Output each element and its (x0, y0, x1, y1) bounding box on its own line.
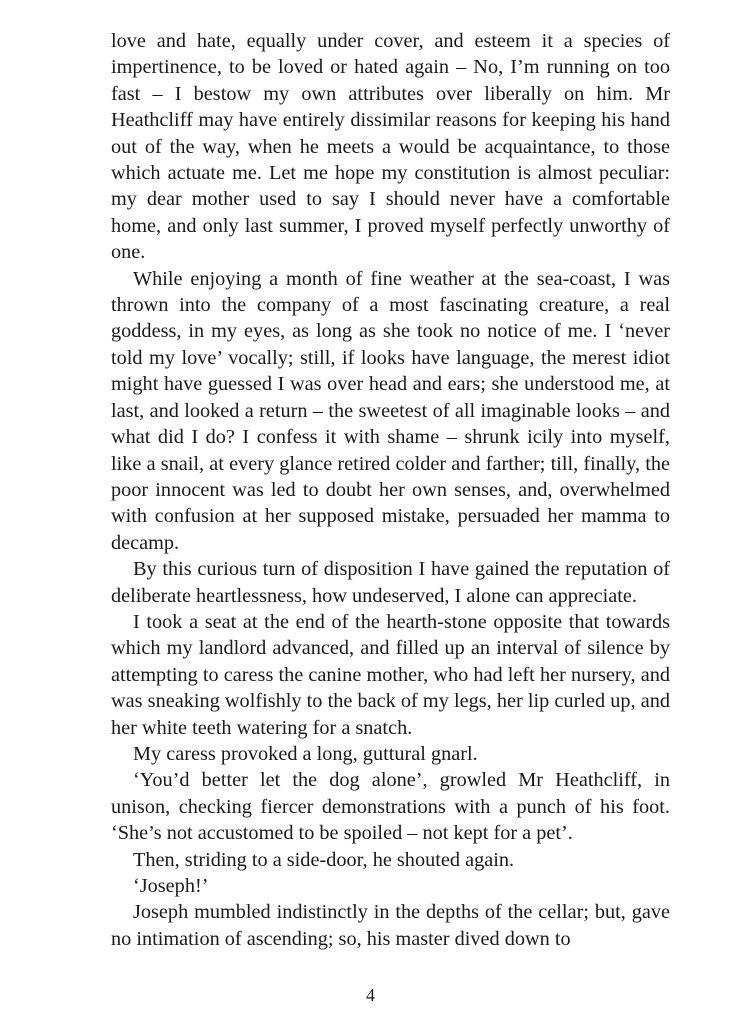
page-number: 4 (366, 985, 375, 1005)
paragraph: By this curious turn of disposition I have gained the reputation of deliberate heartlessness, how undeserved, I alone can appreciate. (111, 558, 670, 607)
paragraph: ‘Joseph!’ (133, 875, 209, 897)
body-text (111, 28, 670, 952)
paragraph: My caress provoked a long, guttural gnarl. (133, 742, 478, 765)
paragraph: ‘You’d better let the dog alone’, growled Mr Heathcliff, in unison, checking fiercer demonstrations with a punch of his foot. ‘She’s not accustomed to be spoiled – not kept for a pet’. (111, 769, 670, 845)
paragraph: While enjoying a month of fine weather at the sea-coast, I was thrown into the company of a most fascinating creature, a real goddess, in my eyes, as long as she took no notice of me. I ‘never told my love’ vocally; still, if looks have language, the merest idiot might have guessed I was over head and ears; she understood me, at last, and looked a return – the sweetest of all imaginable looks – and what did I do? I confess it with shame – shrunk icily into myself, like a snail, at every glance retired colder and farther; till, finally, the poor innocent was led to doubt her own senses, and, overwhelmed with confusion at her supposed mistake, persuaded her mamma to decamp. (111, 267, 670, 554)
paragraph: Joseph mumbled indistinctly in the depths of the cellar; but, gave no intimation of ascending; so, his master dived down to (111, 901, 670, 950)
paragraph: Then, striding to a side-door, he shouted again. (133, 848, 515, 871)
paragraph: love and hate, equally under cover, and esteem it a species of impertinence, to be loved or hated again – No, I’m running on too fast – I bestow my own attributes over liberally on him. Mr Heathcliff may have entirely dissimilar reasons for keeping his hand out of the way, when he meets a would be acquaintance, to those which actuate me. Let me hope my constitution is almost peculiar: my dear mother used to say I should never have a comfortable home, and only last summer, I proved myself perfectly unworthy of one. (111, 30, 670, 264)
paragraph: I took a seat at the end of the hearth-stone opposite that towards which my landlord advanced, and filled up an interval of silence by attempting to caress the canine mother, who had left her nursery, and was sneaking wolfishly to the back of my legs, her lip curled up, and her white teeth watering for a snatch. (111, 610, 670, 739)
